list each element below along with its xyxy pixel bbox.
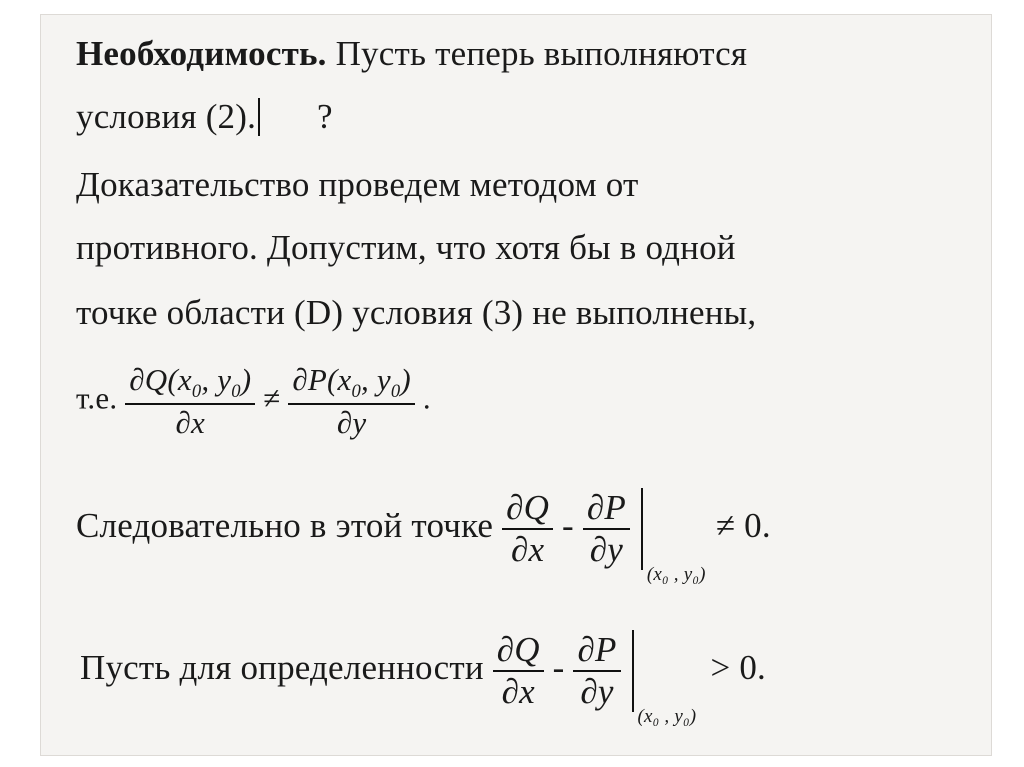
formula-line-1 [76, 362, 431, 441]
evaluation-point: (x₀ , y₀) [646, 564, 706, 585]
formula-line-2 [76, 488, 771, 585]
evaluation-point: (x₀ , y₀) [637, 706, 697, 727]
question-mark: ? [317, 97, 333, 136]
fraction-dQ-dx [502, 488, 553, 570]
fraction-dP-dy [288, 362, 415, 441]
line5-text: точке области (D) условия (3) не выполнены, [76, 293, 757, 332]
fraction-denominator: ∂y [580, 672, 614, 711]
text-line-1 [76, 34, 747, 74]
text-line-3 [76, 165, 639, 205]
fraction-dP-dy [573, 630, 620, 712]
evaluation-bar [641, 488, 706, 585]
formula3-prefix: Пусть для определенности [80, 648, 484, 688]
line3-text: Доказательство проведем методом от [76, 165, 639, 204]
line1-text: Пусть теперь выполняются [335, 34, 748, 73]
heading-necessity: Необходимость. [76, 34, 327, 73]
fraction-denominator: ∂x [510, 530, 545, 569]
not-equal-sign: ≠ [263, 380, 281, 416]
text-line-5 [76, 293, 756, 333]
text-cursor [258, 98, 260, 136]
formula3-result: > 0. [710, 648, 767, 688]
text-line-4 [76, 228, 736, 268]
minus-sign: - [552, 648, 565, 688]
fraction-dQ-dx [493, 630, 544, 712]
fraction-numerator: ∂Q [502, 488, 553, 530]
fraction-numerator: $\partial Q(x_0$, $y_0$) [125, 362, 255, 405]
fraction-denominator: ∂y [589, 530, 623, 569]
fraction-numerator: ∂Q [493, 630, 544, 672]
evaluation-bar [632, 630, 697, 727]
formula-line-3 [80, 630, 767, 727]
fraction-denominator: ∂x [175, 405, 205, 441]
fraction-dP-dy [583, 488, 630, 570]
fraction-denominator: ∂x [501, 672, 535, 711]
fraction-dQ-dx [125, 362, 255, 441]
fraction-numerator: $\partial P(x_0$, $y_0$) [288, 362, 415, 405]
formula2-prefix: Следовательно в этой точке [76, 506, 494, 546]
minus-sign: - [562, 506, 574, 546]
fraction-numerator: ∂P [573, 630, 620, 672]
fraction-numerator: ∂P [583, 488, 630, 530]
line4-text: противного. Допустим, что хотя бы в одной [76, 228, 736, 267]
formula1-prefix: т.е. [76, 380, 118, 416]
formula2-result: ≠ 0. [715, 506, 771, 546]
formula1-period: . [422, 380, 431, 416]
fraction-denominator: ∂y [336, 405, 367, 441]
text-line-2 [76, 97, 333, 137]
line2-text: условия (2). [76, 97, 257, 136]
